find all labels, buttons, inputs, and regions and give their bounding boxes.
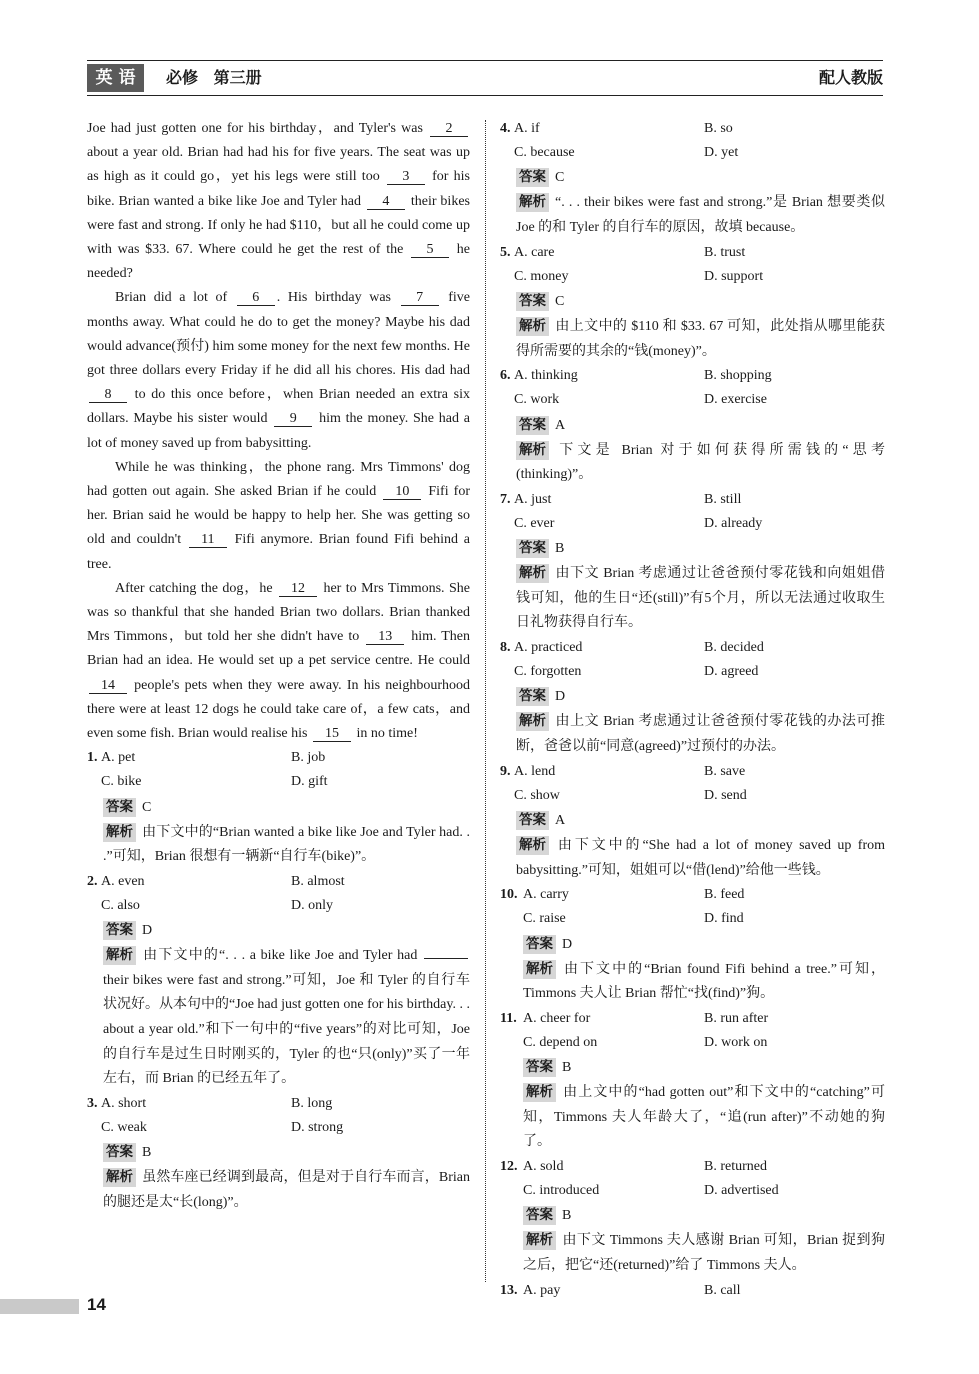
question-item [87, 746, 470, 870]
answer-row [500, 808, 885, 834]
option-d: D. send [704, 787, 747, 803]
question-number: 3. [87, 1095, 98, 1111]
blank-8: 8 [89, 387, 127, 403]
analysis-label: 解析 [516, 441, 549, 460]
course-title: 必修 第三册 [166, 68, 262, 87]
blank-4: 4 [367, 194, 405, 210]
option-a: A. carry [523, 887, 569, 903]
options-row [500, 636, 885, 660]
number-spacer [500, 1031, 523, 1055]
option-c: C. show [514, 787, 560, 803]
option-b: B. still [704, 491, 742, 507]
option-d: D. exercise [704, 392, 767, 408]
answer-row [500, 536, 885, 562]
blank-5: 5 [411, 242, 449, 258]
answer-label: 答案 [523, 1206, 556, 1225]
question-number: 7. [500, 491, 511, 507]
blank-3: 3 [387, 169, 425, 185]
options-row [500, 141, 885, 165]
analysis-label: 解析 [516, 317, 549, 336]
answer-value: A [555, 417, 566, 433]
blank-9: 9 [274, 411, 312, 427]
reading-passage [87, 117, 470, 746]
question-number: 8. [500, 639, 511, 655]
number-spacer [500, 388, 514, 412]
options-row [87, 1092, 470, 1116]
option-b: B. returned [704, 1158, 767, 1174]
option-d: D. find [704, 911, 744, 927]
analysis-label: 解析 [516, 836, 549, 855]
question-number: 4. [500, 121, 511, 136]
explanation: 解析 由上文 Brian 考虑通过让爸爸预付零花钱的办法可推断，爸爸以前“同意(agreed)”过预付的办法。 [516, 713, 885, 754]
analysis-label: 解析 [516, 193, 549, 212]
question-number: 9. [500, 763, 511, 779]
answer-value: D [562, 936, 573, 952]
options-row [500, 1279, 885, 1303]
answer-value: D [555, 689, 566, 705]
option-c: C. raise [523, 911, 566, 927]
option-b: B. save [704, 763, 746, 779]
options-row [500, 883, 885, 907]
option-c: C. depend on [523, 1034, 598, 1050]
option-d: D. support [704, 268, 764, 284]
options-row [500, 784, 885, 808]
answer-value: B [555, 541, 565, 557]
answer-value: D [142, 923, 153, 939]
answer-label: 答案 [103, 921, 136, 940]
number-spacer [500, 660, 514, 684]
answer-row [500, 932, 885, 958]
option-d: D. advertised [704, 1183, 779, 1199]
question-number: 2. [87, 873, 98, 889]
option-c: C. weak [101, 1120, 147, 1136]
analysis-label: 解析 [523, 1083, 556, 1102]
option-a: A. practiced [514, 639, 583, 655]
number-spacer [500, 141, 514, 165]
option-d: D. agreed [704, 664, 759, 680]
option-a: A. sold [523, 1158, 564, 1174]
header-rule-top [87, 60, 883, 61]
option-a: A. cheer for [523, 1010, 591, 1026]
blank-12: 12 [279, 581, 317, 597]
question-item [87, 1092, 470, 1216]
option-d: D. already [704, 515, 763, 531]
answer-row [500, 684, 885, 710]
option-a: A. pay [523, 1282, 561, 1298]
passage-paragraph: After catching the dog，he 12 her to Mrs Timmons. She was so thankful that she handed Brian two dollars. Brian thanked Mrs Timmons，but told her she didn't have to 13 him. Then Brian had an idea. He would set up a pet service centre. He could 14 people's pets when they were away. In his neighbourhood there were at least 12 dogs he could take care of，a few cats，and even some fish. Brian would realise his 15 in no time! [87, 580, 471, 742]
option-c: C. introduced [523, 1183, 600, 1199]
options-row [500, 364, 885, 388]
answer-blank [424, 958, 468, 959]
blank-2: 2 [430, 121, 468, 137]
option-b: B. almost [291, 873, 345, 889]
question-item [87, 870, 470, 1092]
options-row [87, 870, 470, 894]
options-row [500, 1179, 885, 1203]
explanation: 解析 由下文中的“Brian wanted a bike like Joe and Tyler had. . .”可知，Brian 很想有一辆新“自行车(bike)”。 [103, 823, 470, 865]
options-row [500, 1031, 885, 1055]
question-number: 5. [500, 244, 511, 260]
edition-label: 配人教版 [818, 68, 883, 87]
option-a: A. care [514, 244, 555, 260]
number-spacer [87, 1116, 101, 1140]
answer-value: B [142, 1145, 152, 1161]
answer-value: C [555, 170, 565, 186]
question-item [500, 488, 885, 636]
options-row [87, 770, 470, 794]
option-a: A. thinking [514, 368, 578, 384]
blank-11: 11 [189, 532, 227, 548]
explanation: 解析 由下文中的“She had a lot of money saved up from babysitting.”可知，姐姐可以“借(lend)”给他一些钱。 [516, 836, 885, 878]
option-b: B. decided [704, 639, 764, 655]
explanation: 解析 虽然车座已经调到最高，但是对于自行车而言，Brian 的腿还是太“长(long)”。 [103, 1169, 470, 1210]
answer-label: 答案 [516, 168, 549, 187]
explanation: 解析 “. . . their bikes were fast and strong.”是 Brian 想要类似 Joe 的和 Tyler 的自行车的原因，故填 because。 [516, 194, 885, 235]
option-b: B. feed [704, 887, 745, 903]
option-b: B. run after [704, 1010, 769, 1026]
explanation: 解析 由下文中的“Brian found Fifi behind a tree.”可知，Timmons 夫人让 Brian 帮忙“找(find)”狗。 [523, 960, 885, 1002]
option-d: D. gift [291, 774, 328, 790]
column-divider [485, 120, 486, 1282]
blank-15: 15 [313, 726, 351, 742]
options-row [500, 1155, 885, 1179]
options-row [500, 907, 885, 931]
options-row [500, 388, 885, 412]
analysis-label: 解析 [523, 960, 556, 979]
answer-label: 答案 [523, 935, 556, 954]
option-b: B. shopping [704, 368, 772, 384]
answer-row [500, 289, 885, 315]
options-row [500, 1007, 885, 1031]
answer-label: 答案 [523, 1058, 556, 1077]
passage-paragraph: While he was thinking，the phone rang. Mrs Timmons' dog had gotten out again. She asked Brian if he could 10 Fifi for her. Brian said he would be happy to help her. She was getting so old and couldn't 11 Fifi anymore. Brian found Fifi behind a tree. [87, 459, 470, 572]
options-row [500, 117, 885, 141]
options-row [500, 512, 885, 536]
answer-row [500, 165, 885, 191]
question-number: 13. [500, 1282, 518, 1298]
answer-label: 答案 [516, 416, 549, 435]
option-b: B. long [291, 1095, 333, 1111]
option-a: A. even [101, 873, 145, 889]
question-item [500, 883, 885, 1007]
option-c: C. ever [514, 515, 555, 531]
passage-paragraph: Brian did a lot of 6 . His birthday was 7 five months away. What could he do to get the money? Maybe his dad would advance(预付) him some money for the next few months. He got three dollars every Friday if he did all his chores. His dad had 8 to do this once before，when Brian needed an extra six dollars. Maybe his sister would 9 him the money. She had a lot of money saved up from babysitting. [87, 290, 470, 451]
answer-value: C [142, 799, 152, 815]
answer-row [87, 918, 470, 944]
question-item [500, 1279, 885, 1303]
analysis-label: 解析 [103, 823, 136, 842]
answer-row [87, 795, 470, 821]
explanation: 解析 下文是 Brian 对于如何获得所需钱的“思考(thinking)”。 [516, 441, 885, 483]
answer-value: B [562, 1208, 572, 1224]
option-c: C. forgotten [514, 664, 582, 680]
passage-paragraph: Joe had just gotten one for his birthday，and Tyler's was 2 about a year old. Brian had had his for five years. The seat was up as high as it could go，yet his legs were still too 3 for his bike. Brian wanted a bike like Joe and Tyler had 4 their bikes were fast and strong. If only he had $110，but all he could come up with was $33. 67. Where could he get the rest of the 5 he needed? [87, 121, 471, 282]
option-d: D. yet [704, 145, 739, 161]
question-item [500, 636, 885, 760]
option-c: C. bike [101, 774, 142, 790]
number-spacer [500, 1179, 523, 1203]
option-c: C. because [514, 145, 575, 161]
option-c: C. money [514, 268, 569, 284]
number-spacer [87, 770, 101, 794]
option-c: C. work [514, 392, 560, 408]
question-item [500, 760, 885, 884]
options-row [87, 1116, 470, 1140]
options-row [500, 241, 885, 265]
options-row [500, 265, 885, 289]
options-row [500, 488, 885, 512]
options-row [500, 760, 885, 784]
answer-label: 答案 [516, 539, 549, 558]
option-b: B. call [704, 1282, 741, 1298]
question-item [500, 364, 885, 488]
number-spacer [500, 907, 523, 931]
option-a: A. pet [101, 750, 136, 766]
explanation: 解析 由下文中的“. . . a bike like Joe and Tyler had their bikes were fast and strong.”可知，Joe 和 Tyler 的自行车状况好。从本句中的“Joe had just gotten one for his birthday. . . about a year old.”和下一句中的“five years”的对比可知，Joe 的自行车是过生日时刚买的，Tyler 的也“只(only)”买了一年左右，而 Brian 的已经五年了。 [103, 947, 470, 1087]
question-item [500, 1155, 885, 1279]
option-d: D. only [291, 898, 333, 914]
options-row [500, 660, 885, 684]
number-spacer [500, 512, 514, 536]
option-c: C. also [101, 898, 140, 914]
question-number: 12. [500, 1158, 518, 1174]
explanation: 解析 由上文中的“had gotten out”和下文中的“catching”可知，Timmons 夫人年龄大了，“追(run after)”不动她的狗了。 [523, 1084, 885, 1150]
option-a: A. lend [514, 763, 556, 779]
option-b: B. trust [704, 244, 746, 260]
answer-label: 答案 [516, 687, 549, 706]
explanation: 解析 由上文中的 $110 和 $33. 67 可知，此处指从哪里能获得所需要的其余的“钱(money)”。 [516, 318, 885, 359]
answer-value: B [562, 1060, 572, 1076]
explanation: 解析 由下文 Timmons 夫人感谢 Brian 可知，Brian 捉到狗之后，把它“还(returned)”给了 Timmons 夫人。 [523, 1232, 885, 1273]
header-rule-bottom [87, 95, 883, 96]
question-number: 11. [500, 1010, 517, 1026]
option-b: B. job [291, 750, 326, 766]
analysis-label: 解析 [516, 564, 549, 583]
page-number: 14 [87, 1295, 106, 1314]
number-spacer [500, 784, 514, 808]
answer-value: C [555, 294, 565, 309]
option-a: A. short [101, 1095, 147, 1111]
question-number: 1. [87, 750, 98, 766]
option-d: D. strong [291, 1120, 344, 1136]
footer-bar [0, 1299, 79, 1314]
answer-row [500, 1203, 885, 1229]
blank-10: 10 [383, 484, 421, 500]
blank-13: 13 [366, 629, 404, 645]
question-list-left [87, 746, 470, 1215]
options-row [87, 746, 470, 770]
analysis-label: 解析 [516, 712, 549, 731]
number-spacer [500, 265, 514, 289]
question-item [500, 241, 885, 365]
answer-label: 答案 [103, 1143, 136, 1162]
blank-6: 6 [237, 290, 275, 306]
answer-label: 答案 [516, 292, 549, 311]
question-list-right [500, 117, 885, 1303]
explanation: 解析 由下文 Brian 考虑通过让爸爸预付零花钱和向姐姐借钱可知，他的生日“还(still)”有5个月，所以无法通过收取生日礼物获得自行车。 [516, 565, 885, 631]
answer-row [500, 413, 885, 439]
question-number: 6. [500, 368, 511, 384]
answer-value: A [555, 812, 566, 828]
answer-label: 答案 [516, 811, 549, 830]
left-column [87, 117, 470, 1215]
number-spacer [87, 894, 101, 918]
right-column [500, 117, 885, 1303]
answer-row [87, 1140, 470, 1166]
question-item [500, 1007, 885, 1155]
answer-row [500, 1055, 885, 1081]
option-a: A. if [514, 121, 540, 136]
analysis-label: 解析 [103, 946, 136, 965]
options-row [87, 894, 470, 918]
question-item [500, 117, 885, 241]
analysis-label: 解析 [103, 1168, 136, 1187]
analysis-label: 解析 [523, 1231, 556, 1250]
option-b: B. so [704, 121, 733, 136]
option-a: A. just [514, 491, 552, 507]
option-d: D. work on [704, 1034, 768, 1050]
blank-7: 7 [401, 290, 439, 306]
subject-badge: 英 语 [87, 64, 144, 92]
question-number: 10. [500, 887, 518, 903]
blank-14: 14 [89, 678, 127, 694]
answer-label: 答案 [103, 798, 136, 817]
